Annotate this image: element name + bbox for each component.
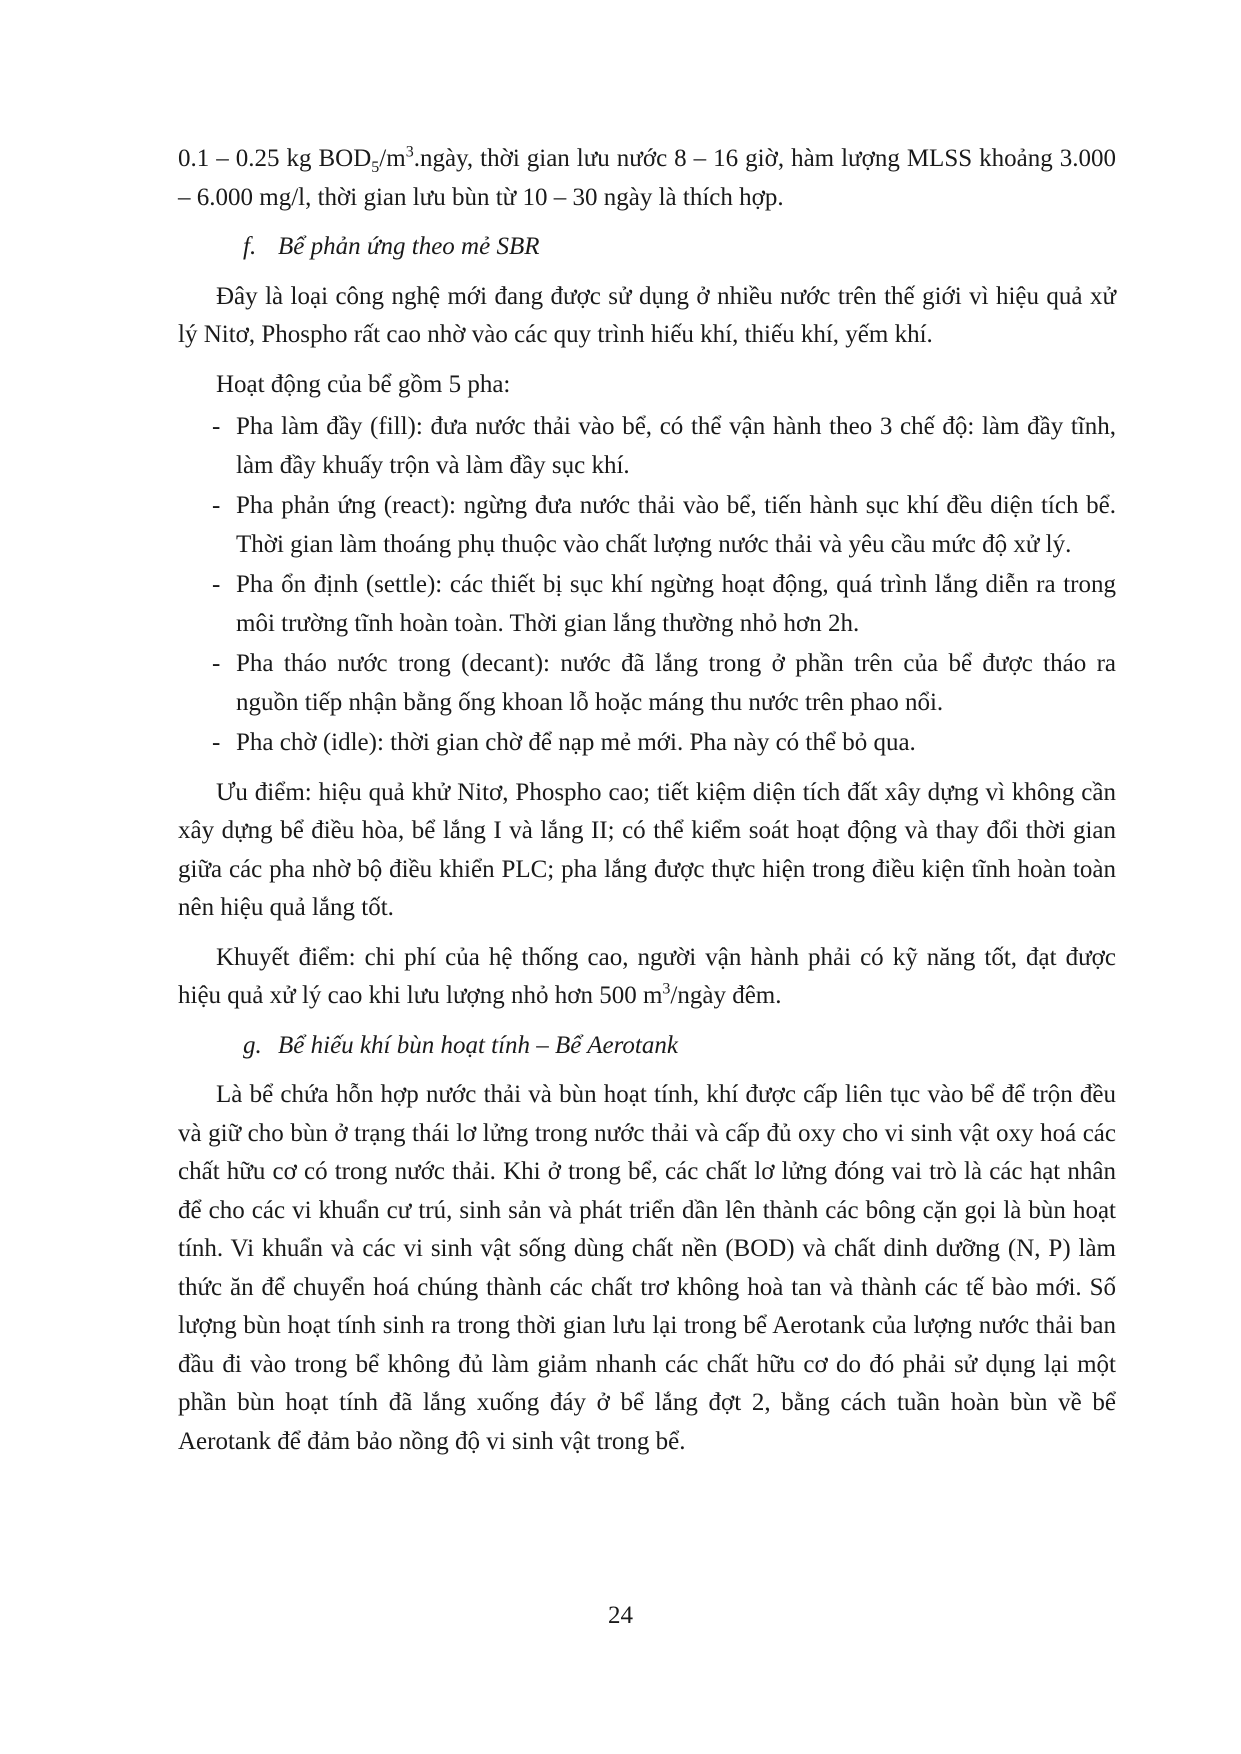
paragraph-aerotank: Là bể chứa hỗn hợp nước thải và bùn hoạt tính, khí được cấp liên tục vào bể để trộn đều và giữ cho bùn ở trạng thái lơ lửng trong nước thải và cấp đủ oxy cho vi sinh vật oxy hoá các chất hữu cơ có trong nước thải. Khi ở trong bể, các chất lơ lửng đóng vai trò là các hạt nhân để cho các vi khuẩn cư trú, sinh sản và phát triển dần lên thành các bông cặn gọi là bùn hoạt tính. Vi khuẩn và các vi sinh vật sống dùng chất nền (BOD) và chất dinh dưỡng (N, P) làm thức ăn để chuyển hoá chúng thành các chất trơ không hoà tan và thành các tế bào mới. Số lượng bùn hoạt tính sinh ra trong thời gian lưu lại trong bể Aerotank của lượng nước thải ban đầu đi vào trong bể không đủ làm giảm nhanh các chất hữu cơ do đó phải sử dụng lại một phần bùn hoạt tính đã lắng xuống đáy ở bể lắng đợt 2, bằng cách tuần hoàn bùn về bể Aerotank để đảm bảo nồng độ vi sinh vật trong bể. bbox=[178, 1081, 1116, 1455]
superscript: 3 bbox=[405, 143, 414, 161]
bullet-dash: - bbox=[212, 571, 221, 598]
paragraph-advantages: Ưu điểm: hiệu quả khử Nitơ, Phospho cao; tiết kiệm diện tích đất xây dựng vì không cần xây dựng bể điều hòa, bể lắng I và lắng II; có thể kiểm soát hoạt động và thay đổi thời gian giữa các pha nhờ bộ điều khiển PLC; pha lắng được thực hiện trong điều kiện tĩnh hoàn toàn nên hiệu quả lắng tốt. bbox=[178, 778, 1116, 921]
heading-text: Bể phản ứng theo mẻ SBR bbox=[278, 233, 540, 260]
bullet-dash: - bbox=[212, 413, 221, 440]
list-item bbox=[178, 724, 1116, 763]
phase-list bbox=[178, 408, 1116, 763]
list-item-text: Pha chờ (idle): thời gian chờ để nạp mẻ mới. Pha này có thể bỏ qua. bbox=[236, 729, 916, 756]
bullet-dash: - bbox=[212, 729, 221, 756]
page-number: 24 bbox=[608, 1602, 633, 1629]
superscript: 3 bbox=[662, 980, 671, 998]
text-run: Khuyết điểm: chi phí của hệ thống cao, người vận hành phải có kỹ năng tốt, đạt được hiệu quả xử lý cao khi lưu lượng nhỏ hơn 500 m bbox=[178, 943, 1116, 1009]
heading-letter: g. bbox=[243, 1031, 262, 1059]
list-item-text: Pha tháo nước trong (decant): nước đã lắng trong ở phần trên của bể được tháo ra nguồn tiếp nhận bằng ống khoan lỗ hoặc máng thu nước trên phao nổi. bbox=[236, 650, 1116, 716]
text-run: /m bbox=[379, 145, 406, 172]
paragraph-continuation bbox=[178, 140, 1116, 217]
heading-letter: f. bbox=[243, 233, 257, 260]
section-heading-g bbox=[243, 1027, 1116, 1066]
paragraph-phases-intro: Hoạt động của bể gồm 5 pha: bbox=[216, 370, 511, 398]
heading-text: Bể hiếu khí bùn hoạt tính – Bể Aerotank bbox=[278, 1031, 678, 1059]
list-item-text: Pha ổn định (settle): các thiết bị sục khí ngừng hoạt động, quá trình lắng diễn ra trong môi trường tĩnh hoàn toàn. Thời gian lắng thường nhỏ hơn 2h. bbox=[236, 571, 1116, 637]
page-body bbox=[178, 140, 1116, 1461]
text-run: .ngày, thời gian lưu nước 8 – 16 giờ, hàm lượng MLSS khoảng 3.000 – 6.000 mg/l, thời gian lưu bùn từ 10 – 30 ngày là thích hợp. bbox=[178, 145, 1116, 211]
section-heading-f bbox=[243, 228, 1116, 267]
list-item bbox=[178, 645, 1116, 722]
list-item bbox=[178, 566, 1116, 643]
text-run: 0.1 – 0.25 kg BOD bbox=[178, 145, 372, 172]
list-item-text: Pha làm đầy (fill): đưa nước thải vào bể, có thể vận hành theo 3 chế độ: làm đầy tĩnh, làm đầy khuấy trộn và làm đầy sục khí. bbox=[236, 413, 1116, 479]
paragraph-disadvantages bbox=[178, 939, 1116, 1016]
bullet-dash: - bbox=[212, 492, 221, 519]
bullet-dash: - bbox=[212, 650, 221, 677]
list-item-text: Pha phản ứng (react): ngừng đưa nước thải vào bể, tiến hành sục khí đều diện tích bể. Thời gian làm thoáng phụ thuộc vào chất lượng nước thải và yêu cầu mức độ xử lý. bbox=[236, 492, 1116, 558]
subscript: 5 bbox=[371, 159, 380, 176]
paragraph-sbr-intro: Đây là loại công nghệ mới đang được sử dụng ở nhiều nước trên thế giới vì hiệu quả xử lý Nitơ, Phospho rất cao nhờ vào các quy trình hiếu khí, thiếu khí, yếm khí. bbox=[178, 282, 1116, 348]
list-item bbox=[178, 408, 1116, 485]
text-run: /ngày đêm. bbox=[670, 982, 782, 1009]
list-item bbox=[178, 487, 1116, 564]
